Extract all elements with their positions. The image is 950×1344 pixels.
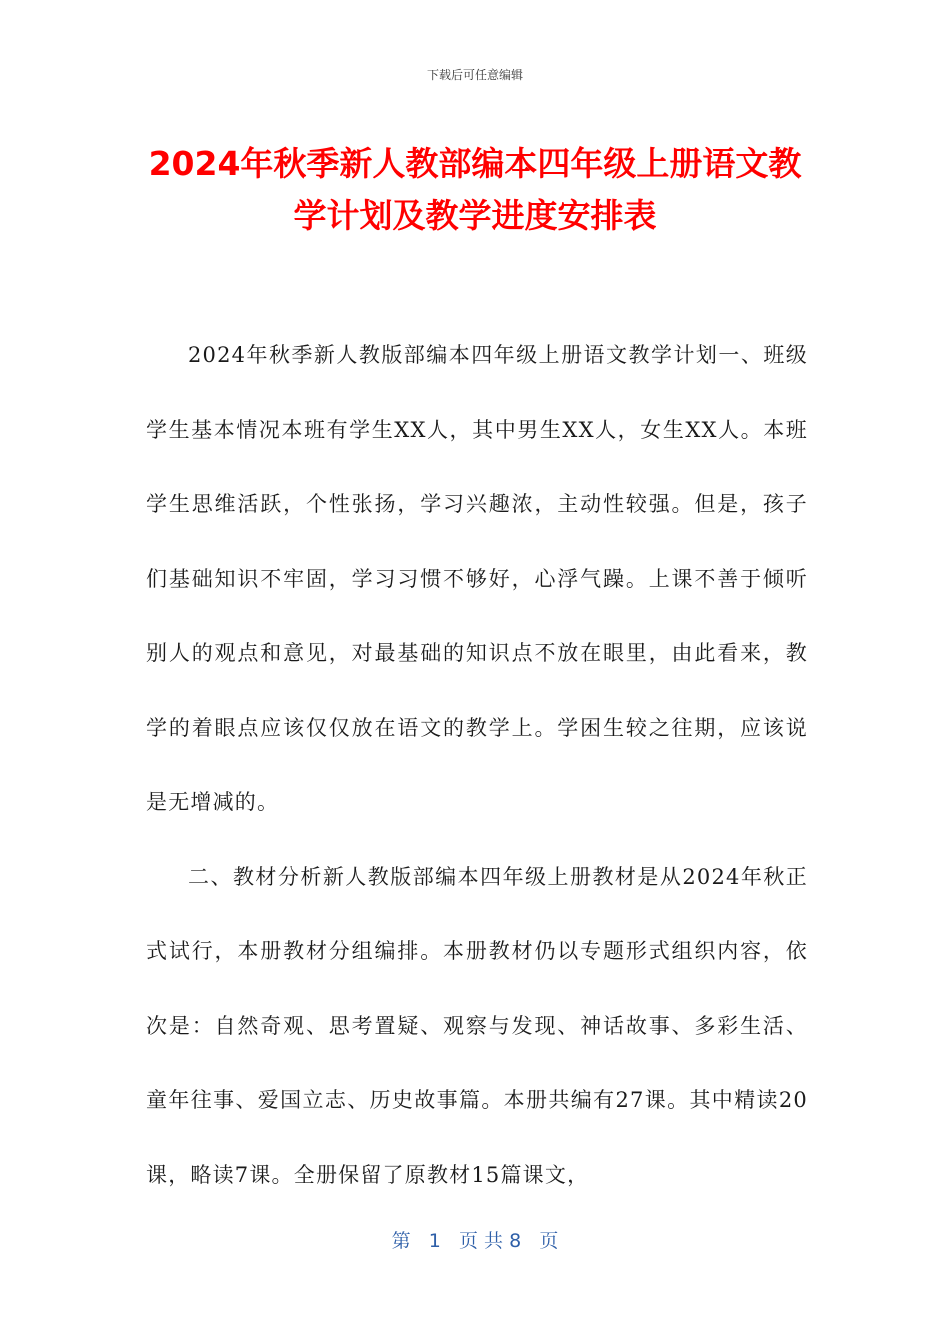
paragraph-1: 2024年秋季新人教版部编本四年级上册语文教学计划一、班级学生基本情况本班有学生XX人，其中男生XX人，女生XX人。本班学生思维活跃，个性张扬，学习兴趣浓，主动性较强。但是，孩子们基础知识不牢固，学习习惯不够好，心浮气躁。上课不善于倾听别人的观点和意见，对最基础的知识点不放在眼里，由此看来，教学的着眼点应该仅仅放在语文的教学上。学困生较之往期，应该说是无增减的。 [146,343,808,814]
document-body [146,318,808,1212]
footer-label-total: 页 共 [459,1230,504,1252]
footer-current-page: 1 [428,1230,441,1252]
page-footer [0,1226,950,1253]
footer-total-pages: 8 [509,1230,522,1252]
header-note: 下载后可任意编辑 [426,68,523,82]
paragraph-2: 二、教材分析新人教版部编本四年级上册教材是从2024年秋正式试行，本册教材分组编排。本册教材仍以专题形式组织内容，依次是：自然奇观、思考置疑、观察与发现、神话故事、多彩生活、童年往事、爱国立志、历史故事篇。本册共编有27课。其中精读20课，略读7课。全册保留了原教材15篇课文， [146,864,808,1187]
document-title: 2024年秋季新人教部编本四年级上册语文教学计划及教学进度安排表 [148,144,802,235]
footer-label-end: 页 [539,1230,559,1252]
footer-label-page: 第 [391,1230,411,1252]
